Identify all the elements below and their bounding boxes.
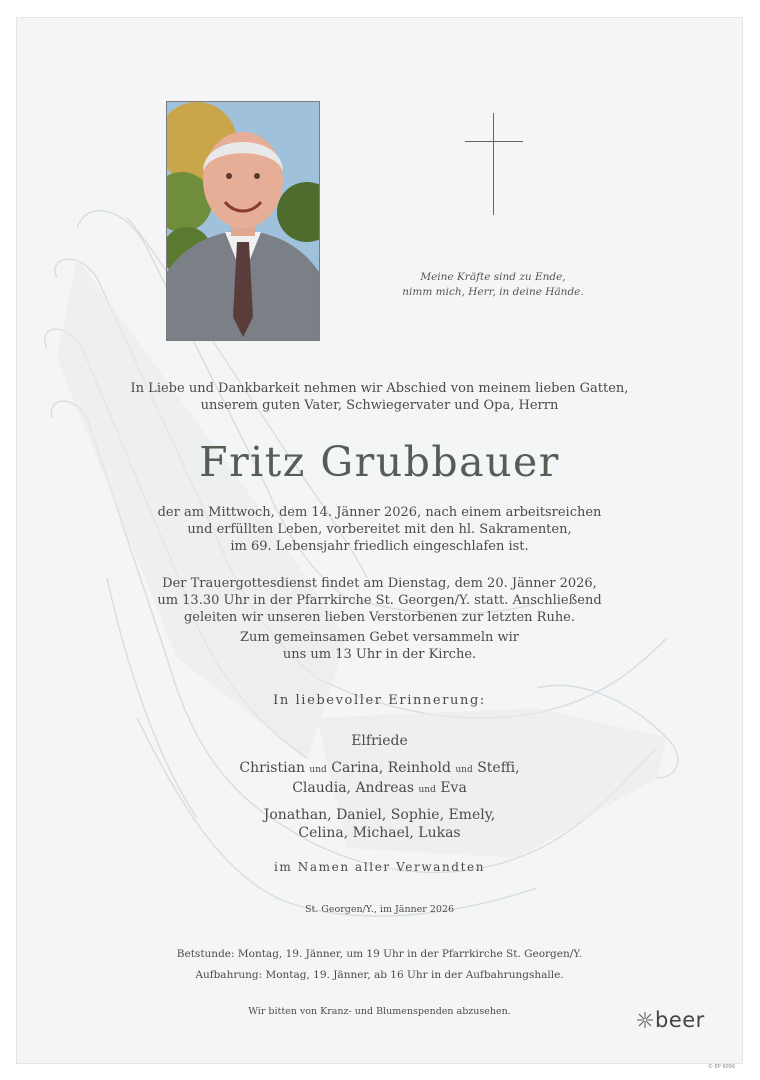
conjunction: und [418, 785, 436, 795]
print-code: © EP 9056 [708, 1064, 736, 1070]
spouse: Elfriede [351, 733, 408, 749]
grandchildren-row: Jonathan, Daniel, Sophie, Emely, [263, 807, 496, 823]
child-name: Eva [440, 780, 467, 796]
lying-in-state: Aufbahrung: Montag, 19. Jänner, ab 16 Uhr in der Aufbahrungshalle. [195, 969, 564, 981]
logo-text: beer [655, 1008, 705, 1032]
no-flowers-note: Wir bitten von Kranz- und Blumenspenden abzusehen. [248, 1006, 511, 1017]
prayer-hour: Betstunde: Montag, 19. Jänner, um 19 Uhr in der Pfarrkirche St. Georgen/Y. [176, 948, 583, 960]
prayer-gathering [17, 629, 742, 663]
death-line: der am Mittwoch, dem 14. Jänner 2026, nach einem arbeitsreichen [157, 505, 602, 520]
family-list [17, 732, 742, 842]
intro-line: unserem guten Vater, Schwiegervater und Opa, Herrn [200, 398, 559, 413]
prayer-line: uns um 13 Uhr in der Kirche. [282, 647, 477, 662]
quote [373, 270, 613, 300]
beer-logo [636, 1008, 705, 1032]
conjunction: und [455, 765, 473, 775]
memory-heading: In liebevoller Erinnerung: [273, 693, 486, 708]
children-row [17, 779, 742, 799]
service-details [17, 575, 742, 626]
death-line: und erfüllten Leben, vorbereitet mit den hl. Sakramenten, [187, 522, 572, 537]
info-lines [17, 947, 742, 982]
prayer-line: Zum gemeinsamen Gebet versammeln wir [239, 630, 519, 645]
obituary-sheet [16, 17, 743, 1064]
dandelion-logo-icon [636, 1011, 654, 1029]
place-date: St. Georgen/Y., im Jänner 2026 [304, 904, 455, 915]
death-line: im 69. Lebensjahr friedlich eingeschlafen ist. [230, 539, 529, 554]
quote-line: nimm mich, Herr, in deine Hände. [402, 286, 584, 298]
portrait-photo [166, 101, 320, 341]
service-line: um 13.30 Uhr in der Pfarrkirche St. Georgen/Y. statt. Anschließend [157, 593, 602, 608]
child-name: Christian [239, 760, 305, 776]
relatives-line: im Namen aller Verwandten [273, 860, 486, 874]
grandchildren-row: Celina, Michael, Lukas [298, 825, 461, 841]
cross-icon [465, 113, 523, 215]
intro-text [17, 380, 742, 414]
service-line: Der Trauergottesdienst findet am Dienstag, dem 20. Jänner 2026, [162, 576, 597, 591]
child-name: Steffi, [477, 760, 520, 776]
conjunction: und [309, 765, 327, 775]
deceased-name: Fritz Grubbauer [199, 438, 560, 486]
quote-line: Meine Kräfte sind zu Ende, [420, 271, 566, 283]
intro-line: In Liebe und Dankbarkeit nehmen wir Abschied von meinem lieben Gatten, [130, 381, 629, 396]
child-name: Carina, Reinhold [331, 760, 451, 776]
children-row [17, 759, 742, 779]
child-name: Claudia, Andreas [292, 780, 415, 796]
service-line: geleiten wir unseren lieben Verstorbenen zur letzten Ruhe. [183, 610, 576, 625]
death-announcement [17, 504, 742, 555]
